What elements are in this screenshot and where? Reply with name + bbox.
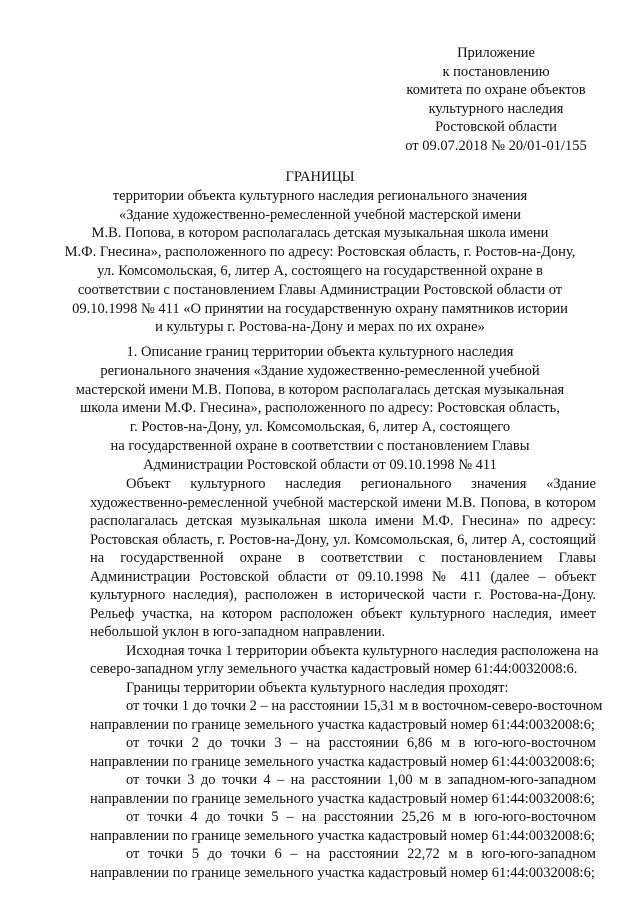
appendix-header [396, 44, 596, 156]
body-line: располагалась детская музыкальная школа имени М.Ф. Гнесина» по адресу: [90, 513, 596, 529]
body-line: направлении по границе земельного участка кадастровый номер 61:44:0032008:6; [90, 716, 595, 733]
document-title: ГРАНИЦЫ [285, 169, 355, 185]
appendix-line: от 09.07.2018 № 20/01-01/155 [405, 137, 587, 154]
section-heading [40, 343, 600, 475]
heading-line: соответствии с постановлением Главы Администрации Ростовской области от [77, 281, 563, 298]
appendix-line: к постановлению [442, 63, 550, 80]
body-line: Исходная точка 1 территории объекта культурного наследия расположена на [126, 642, 599, 659]
heading-line: М.В. Попова, в котором располагалась детская музыкальная школа имени [91, 225, 549, 242]
body-line: от точки 3 до точки 4 – на расстоянии 1,00 м в западном-юго-западном [126, 772, 596, 788]
heading-line: ул. Комсомольская, 6, литер А, состоящего на государственной охране в [97, 262, 543, 279]
appendix-line: Приложение [457, 45, 535, 61]
appendix-line: культурного наследия [428, 100, 564, 117]
body-line: северо-западном углу земельного участка кадастровый номер 61:44:0032008:6. [90, 661, 578, 677]
body-line: Администрации Ростовской области от 09.10.1998 № 411 (далее – объект [90, 568, 596, 585]
body-line: Границы территории объекта культурного наследия проходят: [126, 679, 509, 696]
body-line: от точки 2 до точки 3 – на расстоянии 6,86 м в юго-юго-восточном [126, 735, 596, 751]
heading-line: и культуры г. Ростова-на-Дону и мерах по их охране» [155, 319, 485, 336]
heading-line: 09.10.1998 № 411 «О принятии на государственную охрану памятников истории [72, 300, 568, 317]
body-line: небольшой уклон в юго-западном направлении. [90, 624, 386, 640]
body-line: направлении по границе земельного участка кадастровый номер 61:44:0032008:6; [90, 753, 595, 770]
body-line: художественно-ремесленной учебной мастерской имени М.В. Попова, в котором [90, 494, 596, 511]
appendix-line: Ростовской области [435, 119, 557, 136]
section-line: 1. Описание границ территории объекта культурного наследия [126, 344, 514, 360]
section-line: Администрации Ростовской области от 09.10.1998 № 411 [143, 456, 497, 473]
heading-line: М.Ф. Гнесина», расположенного по адресу: Ростовская область, г. Ростов-на-Дону, [64, 244, 576, 261]
section-line: школа имени М.Ф. Гнесина», расположенного по адресу: Ростовская область, [80, 400, 560, 417]
body-line: направлении по границе земельного участка кадастровый номер 61:44:0032008:6; [90, 864, 595, 881]
body-text [90, 475, 603, 882]
body-line: направлении по границе земельного участка кадастровый номер 61:44:0032008:6; [90, 827, 595, 844]
section-line: мастерской имени М.В. Попова, в котором располагалась детская музыкальная [75, 381, 565, 398]
body-line: направлении по границе земельного участка кадастровый номер 61:44:0032008:6; [90, 790, 595, 807]
body-line: Объект культурного наследия регионального значения «Здание [126, 476, 596, 492]
body-line: от точки 5 до точки 6 – на расстоянии 22,72 м в юго-юго-западном [126, 846, 596, 862]
body-line: Рельеф участка, на котором расположен объект культурного наследия, имеет [90, 605, 596, 622]
heading-line: «Здание художественно-ремесленной учебной мастерской имени [119, 206, 521, 223]
section-line: регионального значения «Здание художественно-ремесленной учебной [100, 362, 540, 379]
body-line: на государственной охране в соответствии с постановлением Главы [90, 550, 596, 566]
body-line: от точки 4 до точки 5 – на расстоянии 25,26 м в юго-юго-восточном [126, 809, 596, 825]
document-heading [40, 168, 600, 337]
heading-line: территории объекта культурного наследия регионального значения [112, 187, 528, 204]
appendix-line: комитета по охране объектов [406, 82, 586, 99]
section-line: г. Ростов-на-Дону, ул. Комсомольская, 6, литер А, состоящего [129, 419, 511, 436]
body-line: Ростовская область, г. Ростов-на-Дону, ул. Комсомольская, 6, литер А, состоящий [90, 531, 596, 548]
section-line: на государственной охране в соответствии с постановлением Главы [110, 437, 530, 454]
body-line: культурного наследия), расположен в исторической части г. Ростова-на-Дону. [90, 587, 596, 603]
body-line: от точки 1 до точки 2 – на расстоянии 15,31 м в восточном-северо-восточном [126, 698, 603, 714]
